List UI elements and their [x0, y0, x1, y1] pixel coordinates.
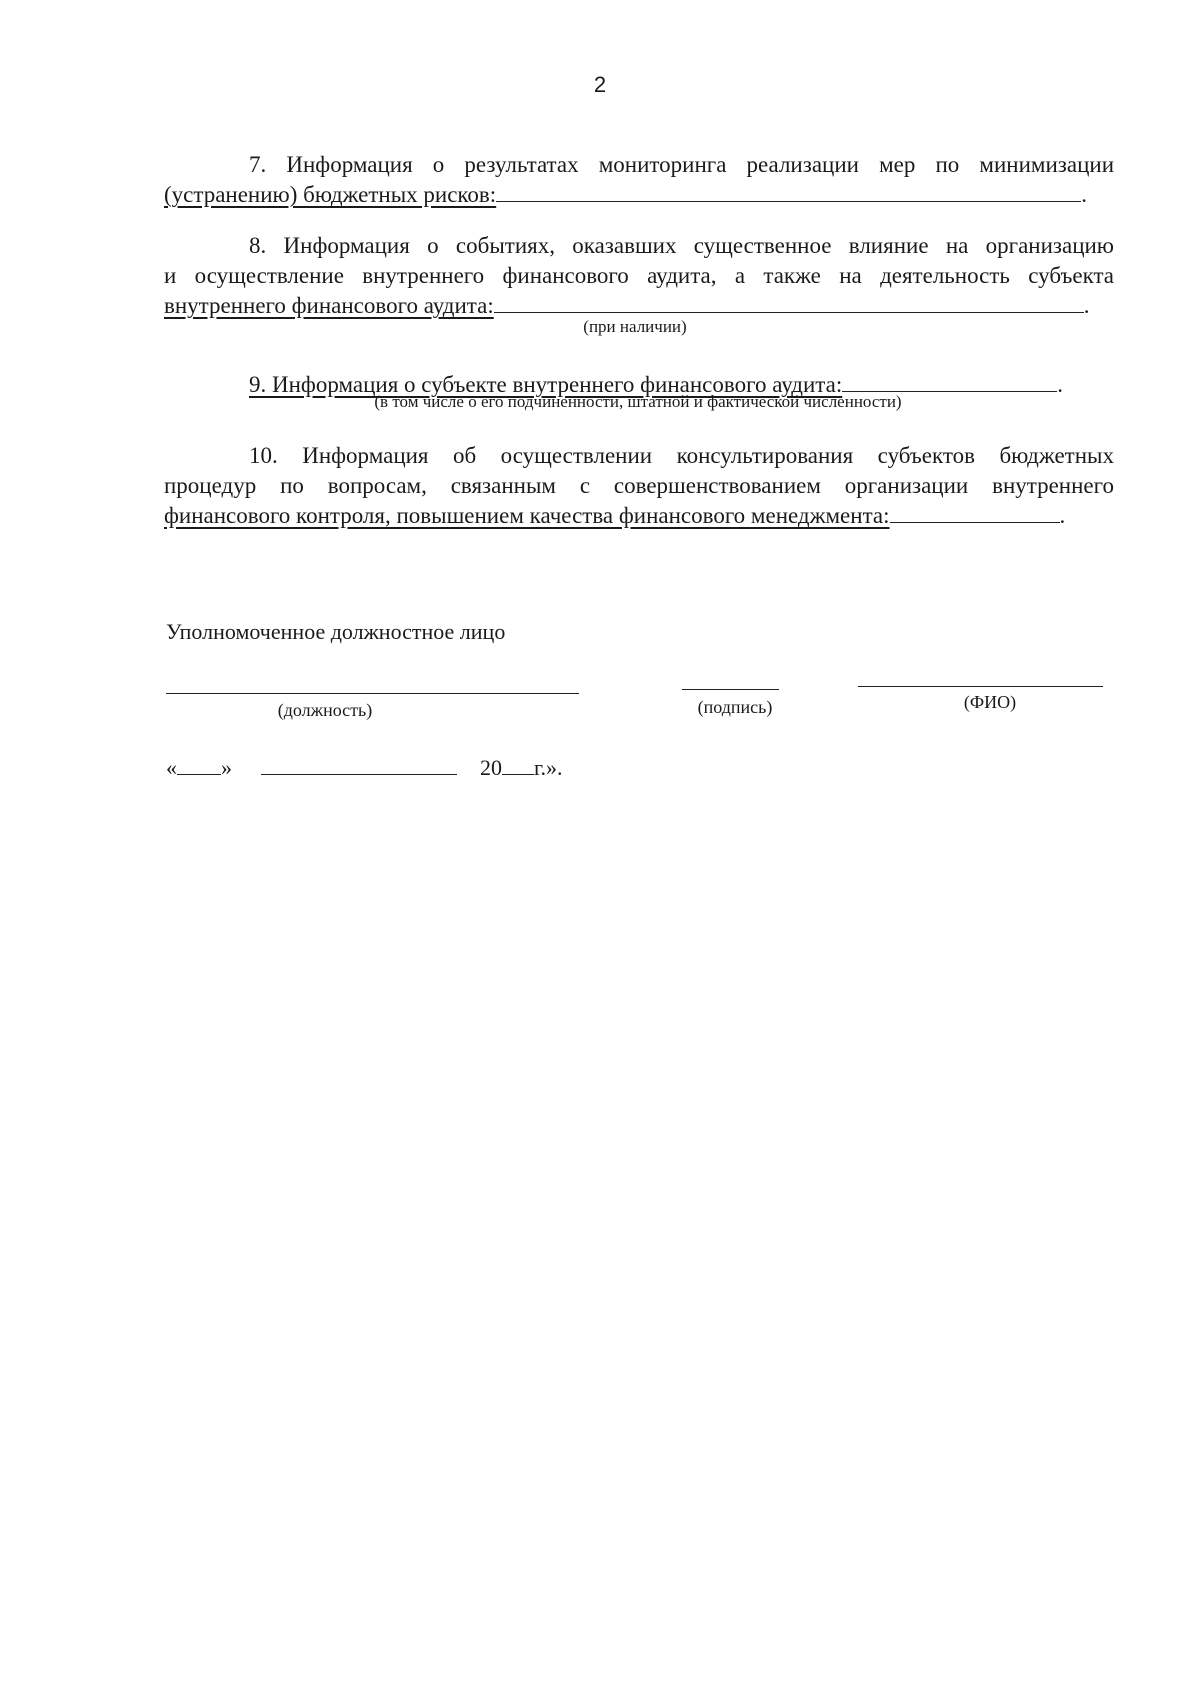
section-10-line1: 10. Информация об осуществлении консультирования субъектов бюджетных [249, 443, 1114, 468]
date-open-quote: « [166, 755, 177, 780]
section-9-fill-line[interactable] [842, 373, 1057, 392]
section-9-hint: (в том числе о его подчиненности, штатной и фактической численности) [374, 392, 902, 411]
section-9-lead: 9. Информация о субъекте внутреннего финансового аудита: [249, 372, 843, 397]
section-10 [164, 441, 1114, 531]
year-suffix: г.». [534, 755, 563, 780]
section-8 [164, 231, 1114, 321]
signature-line[interactable] [682, 689, 779, 690]
section-10-fill-line[interactable] [890, 504, 1060, 523]
section-7-end: . [1081, 182, 1087, 207]
section-8-end: . [1083, 293, 1090, 318]
section-10-lead: финансового контроля, повышением качества финансового менеджмента: [164, 503, 890, 528]
section-10-line2: процедур по вопросам, связанным с совершенствованием организации внутреннего [164, 473, 1114, 498]
section-8-fill-line[interactable] [494, 294, 1084, 313]
position-label: (должность) [277, 700, 373, 720]
section-8-line2: и осуществление внутреннего финансового аудита, а также на деятельность субъекта [164, 263, 1114, 288]
section-7-lead: (устранению) бюджетных рисков: [164, 182, 497, 207]
section-8-line1: 8. Информация о событиях, оказавших существенное влияние на организацию [249, 233, 1114, 258]
year-prefix: 20 [480, 755, 502, 780]
name-label: (ФИО) [963, 692, 1017, 712]
section-8-hint: (при наличии) [583, 317, 687, 336]
name-line[interactable] [858, 686, 1103, 687]
section-9-end: . [1057, 372, 1063, 397]
signature-label: (подпись) [697, 697, 773, 717]
year-field[interactable] [502, 756, 534, 775]
date-row [166, 755, 563, 781]
page-number: 2 [593, 72, 607, 97]
date-close-quote: » [221, 755, 232, 780]
section-7-line2 [164, 180, 1114, 210]
section-10-end: . [1059, 503, 1066, 528]
section-7-line1: 7. Информация о результатах мониторинга реализации мер по минимизации [249, 152, 1114, 177]
section-10-line3 [164, 501, 1114, 531]
section-7 [164, 150, 1114, 210]
month-field[interactable] [261, 756, 457, 775]
day-field[interactable] [177, 756, 221, 775]
section-8-lead: внутреннего финансового аудита: [164, 293, 494, 318]
section-7-fill-line[interactable] [496, 183, 1081, 202]
official-label: Уполномоченное должностное лицо [166, 619, 506, 644]
position-line[interactable] [166, 693, 579, 694]
